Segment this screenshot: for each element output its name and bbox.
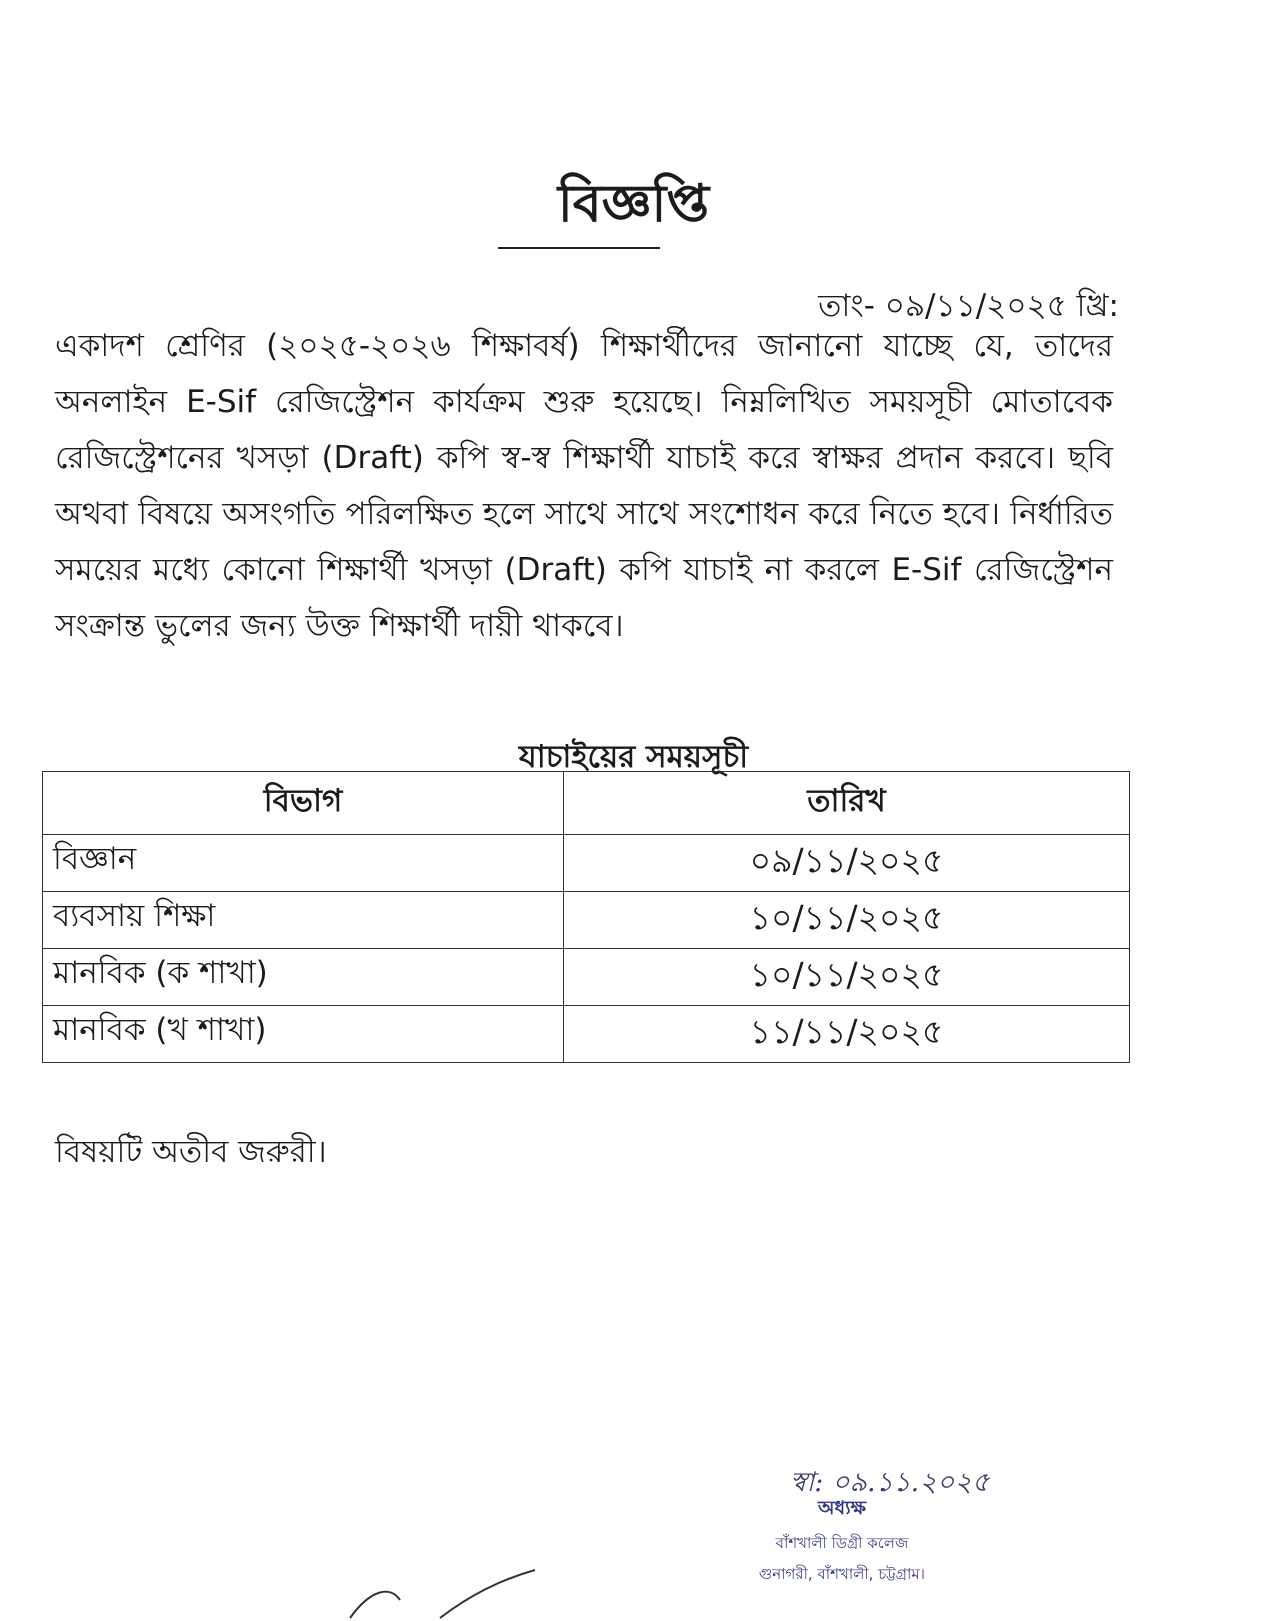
closing-note: বিষয়টি অতীব জরুরী। bbox=[55, 1134, 327, 1170]
notice-body: একাদশ শ্রেণির (২০২৫-২০২৬ শিক্ষাবর্ষ) শিক্ষার্থীদের জানানো যাচ্ছে যে, তাদের অনলাইন E-Sif রেজিস্ট্রেশন কার্যক্রম শুরু হয়েছে। নিম্নলিখিত সময়সূচী মোতাবেক রেজিস্ট্রেশনের খসড়া (Draft) কপি স্ব-স্ব শিক্ষার্থী যাচাই করে স্বাক্ষর প্রদান করবে। ছবি অথবা বিষয়ে অসংগতি পরিলক্ষিত হলে সাথে সাথে সংশোধন করে নিতে হবে। নির্ধারিত সময়ের মধ্যে কোনো শিক্ষার্থী খসড়া (Draft) কপি যাচাই না করলে E-Sif রেজিস্ট্রেশন সংক্রান্ত ভুলের জন্য উক্ত শিক্ষার্থী দায়ী থাকবে। bbox=[55, 328, 1113, 644]
seal-designation: অধ্যক্ষ bbox=[817, 1497, 866, 1519]
pen-scribble bbox=[330, 1560, 550, 1620]
handwritten-signature: স্বা: ০৯.১১.২০২৫ bbox=[790, 1467, 990, 1498]
title-underline bbox=[498, 247, 660, 249]
row-date: ১০/১১/২০২৫ bbox=[564, 892, 1130, 949]
table-row bbox=[43, 949, 1130, 1006]
schedule-header-row bbox=[43, 772, 1130, 835]
table-row bbox=[43, 892, 1130, 949]
header-date: তারিখ bbox=[564, 772, 1130, 835]
seal-address: গুনাগরী, বাঁশখালী, চট্টগ্রাম। bbox=[758, 1565, 926, 1583]
table-row bbox=[43, 835, 1130, 892]
schedule-table bbox=[42, 771, 1130, 1063]
row-department: ব্যবসায় শিক্ষা bbox=[43, 892, 564, 949]
row-date: ০৯/১১/২০২৫ bbox=[564, 835, 1130, 892]
notice-title: বিজ্ঞপ্তি bbox=[557, 174, 710, 234]
row-date: ১১/১১/২০২৫ bbox=[564, 1006, 1130, 1063]
notice-date: তাং- ০৯/১১/২০২৫ খ্রি: bbox=[818, 288, 1119, 324]
row-department: মানবিক (খ শাখা) bbox=[43, 1006, 564, 1063]
header-department: বিভাগ bbox=[43, 772, 564, 835]
row-date: ১০/১১/২০২৫ bbox=[564, 949, 1130, 1006]
row-department: মানবিক (ক শাখা) bbox=[43, 949, 564, 1006]
table-row bbox=[43, 1006, 1130, 1063]
seal-institution: বাঁশখালী ডিগ্রী কলেজ bbox=[775, 1534, 909, 1552]
official-seal bbox=[722, 1494, 962, 1588]
row-department: বিজ্ঞান bbox=[43, 835, 564, 892]
schedule-heading: যাচাইয়ের সময়সূচী bbox=[518, 739, 749, 775]
